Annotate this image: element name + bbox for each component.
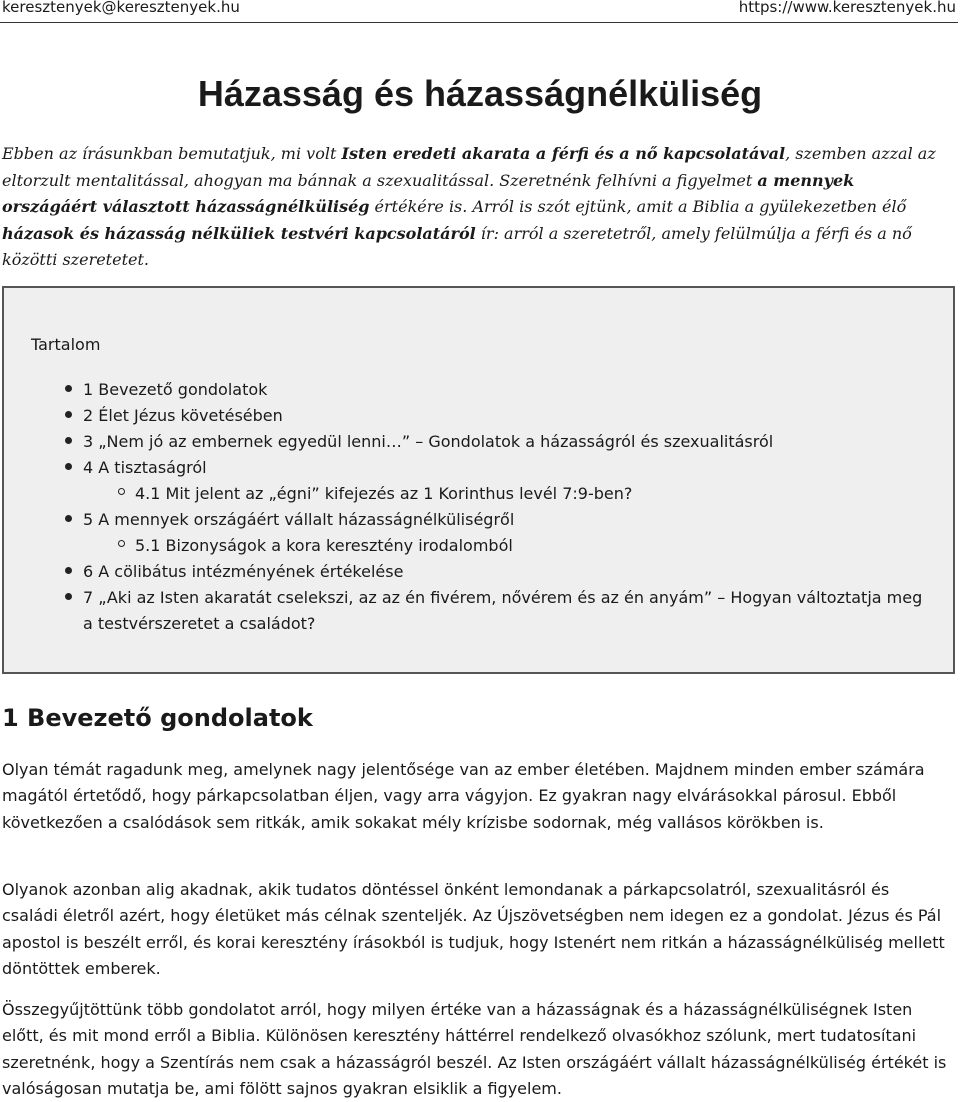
bullet-icon bbox=[65, 567, 72, 574]
header-email: keresztenyek@keresztenyek.hu bbox=[2, 0, 240, 16]
toc-list bbox=[4, 377, 934, 637]
toc-link[interactable]: 7 „Aki az Isten akaratát cselekszi, az az én fivérem, nővérem és az én anyám” – Hogyan változtatja meg a testvérszeretet a családot? bbox=[83, 588, 923, 633]
bullet-icon bbox=[65, 515, 72, 522]
toc-link[interactable]: 4 A tisztaságról bbox=[83, 458, 207, 477]
toc-title: Tartalom bbox=[31, 335, 101, 354]
bullet-icon bbox=[65, 385, 72, 392]
intro-paragraph bbox=[2, 141, 952, 274]
page-title: Házasság és házasságnélküliség bbox=[197, 73, 763, 114]
toc-link[interactable]: 5.1 Bizonyságok a kora keresztény irodalomból bbox=[135, 536, 513, 555]
intro-bold-2: a mennyek országáért választott házasságnélküliség bbox=[2, 170, 855, 217]
circle-bullet-icon bbox=[118, 540, 125, 547]
toc-item[interactable] bbox=[4, 559, 934, 585]
bullet-icon bbox=[65, 437, 72, 444]
table-of-contents bbox=[2, 286, 955, 674]
circle-bullet-icon bbox=[118, 488, 125, 495]
toc-link[interactable]: 1 Bevezető gondolatok bbox=[83, 380, 268, 399]
header-url: https://www.keresztenyek.hu bbox=[738, 0, 956, 16]
bullet-icon bbox=[65, 463, 72, 470]
toc-item[interactable] bbox=[4, 507, 934, 533]
toc-item[interactable] bbox=[4, 377, 934, 403]
intro-bold-3: házasok és házasság nélküliek testvéri kapcsolatáról bbox=[2, 223, 476, 243]
intro-text-1: Ebben az írásunkban bemutatjuk, mi volt bbox=[2, 144, 342, 163]
toc-item[interactable] bbox=[4, 455, 934, 481]
toc-link[interactable]: 3 „Nem jó az embernek egyedül lenni…” – Gondolatok a házasságról és szexualitásról bbox=[83, 432, 774, 451]
bullet-icon bbox=[65, 593, 72, 600]
body-paragraph-1: Olyan témát ragadunk meg, amelynek nagy jelentősége van az ember életében. Majdnem minden ember számára magától értetődő, hogy párkapcsolatban éljen, vagy arra vágyjon. Ez gyakran nagy elvárásokkal párosul. Ebből következően a csalódások sem ritkák, amik sokakat mély krízisbe sodornak, még vallásos körökben is. bbox=[2, 760, 925, 832]
toc-link[interactable]: 4.1 Mit jelent az „égni” kifejezés az 1 Korinthus levél 7:9-ben? bbox=[135, 484, 633, 503]
toc-subitem[interactable] bbox=[4, 533, 934, 559]
intro-text-2: , szemben azzal az eltorzult mentalitással, ahogyan ma bánnak a szexualitással. Szeretnénk felhívni a figyelmet bbox=[2, 144, 936, 190]
toc-link[interactable]: 6 A cölibátus intézményének értékelése bbox=[83, 562, 404, 581]
toc-link[interactable]: 5 A mennyek országáért vállalt házasságnélküliségről bbox=[83, 510, 515, 529]
intro-text-3: értékére is. Arról is szót ejtünk, amit a Biblia a gyülekezetben élő bbox=[369, 197, 907, 217]
intro-bold-1: Isten eredeti akarata a férfi és a nő kapcsolatával bbox=[341, 144, 786, 163]
section-heading: 1 Bevezető gondolatok bbox=[2, 704, 313, 732]
toc-item[interactable] bbox=[4, 585, 934, 637]
intro-text-4: ír: arról a szeretetről, amely felülmúlja a férfi és a nő közötti szeretetet. bbox=[2, 223, 912, 270]
toc-item[interactable] bbox=[4, 429, 934, 455]
body-paragraph-2: Olyanok azonban alig akadnak, akik tudatos döntéssel önként lemondanak a párkapcsolatról, szexualitásról és családi életről azért, hogy életüket más célnak szenteljék. Az Újszövetségben nem idegen ez a gondolat. Jézus és Pál apostol is beszélt erről, és korai keresztény írásokból is tudjuk, hogy Istenért nem ritkán a házasságnélküliség mellett döntöttek emberek. bbox=[2, 880, 945, 978]
toc-subitem[interactable] bbox=[4, 481, 934, 507]
toc-item[interactable] bbox=[4, 403, 934, 429]
toc-link[interactable]: 2 Élet Jézus követésében bbox=[83, 406, 283, 425]
bullet-icon bbox=[65, 411, 72, 418]
body-paragraph-3: Összegyűjtöttünk több gondolatot arról, hogy milyen értéke van a házasságnak és a házasságnélküliségnek Isten előtt, és mit mond erről a Biblia. Különösen keresztény háttérrel rendelkező olvasókhoz szólunk, mert tudatosítani szeretnénk, hogy a Szentírás nem csak a házasságról beszél. Az Isten országáért vállalt házasságnélküliség értékét is valóságosan mutatja be, ami fölött sajnos gyakran elsiklik a figyelem. bbox=[2, 1000, 947, 1098]
page-header bbox=[0, 0, 958, 23]
